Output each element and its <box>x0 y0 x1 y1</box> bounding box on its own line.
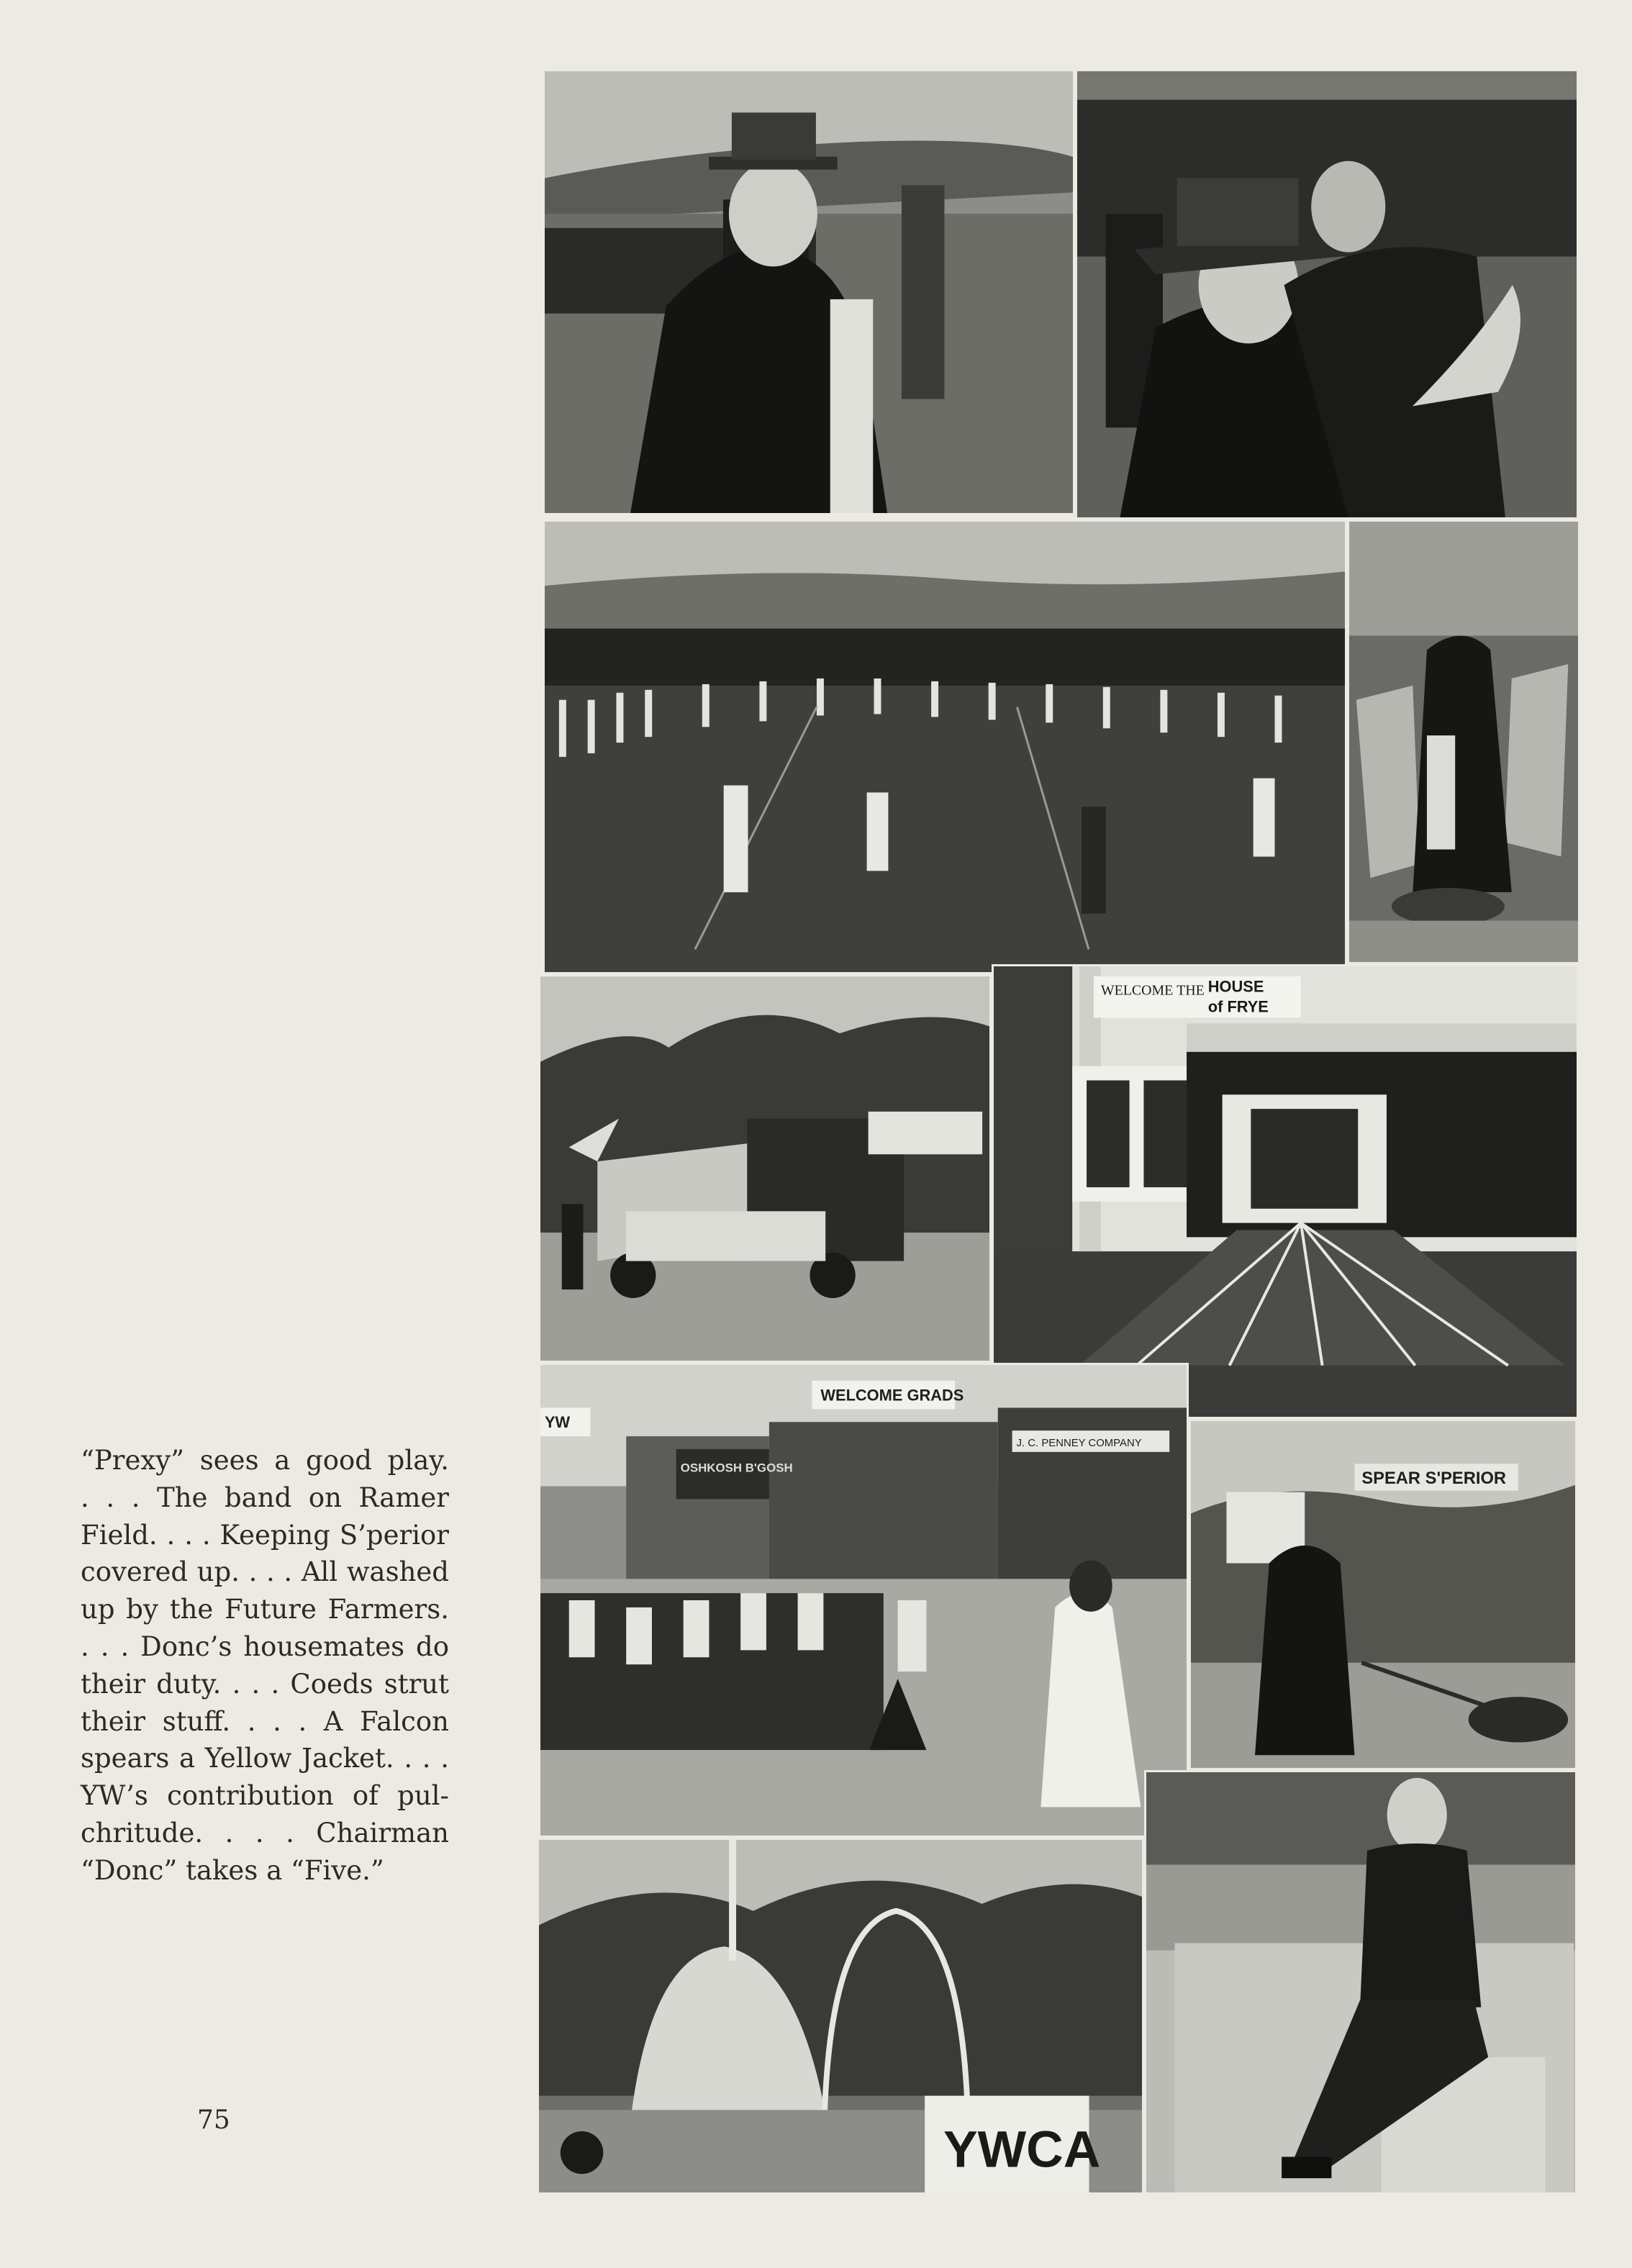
sign-yw: YW <box>544 1413 571 1432</box>
photo-band-ramer-field <box>543 520 1347 974</box>
caption-line: covered up. . . . All washed <box>81 1556 449 1588</box>
caption-line: . . . The band on Ramer <box>81 1482 449 1513</box>
photo-sperior-covered <box>1347 520 1580 964</box>
sign-welcome: WELCOME <box>1100 982 1174 999</box>
caption-line: “Prexy” sees a good play. <box>81 1445 449 1476</box>
caption-line: “Donc” takes a “Five.” <box>81 1854 384 1886</box>
sign-house: HOUSE <box>1207 977 1264 996</box>
photo-chairman-donc <box>1144 1770 1577 2195</box>
caption-line: their stuff. . . . A Falcon <box>81 1705 449 1737</box>
photo-future-farmers-float <box>538 974 992 1363</box>
caption-line: Field. . . . Keeping S’perior <box>81 1519 449 1551</box>
caption-line: their duty. . . . Coeds strut <box>81 1668 449 1700</box>
photo-coeds-strut <box>538 1363 1189 1838</box>
sign-spear-sperior: SPEAR S'PERIOR <box>1361 1469 1507 1488</box>
page-number: 75 <box>197 2105 230 2135</box>
caption-line: spears a Yellow Jacket. . . . <box>81 1743 449 1774</box>
caption-text <box>81 1442 449 1890</box>
photo-prexy-watching <box>543 69 1075 515</box>
sign-jc-penney: J. C. PENNEY COMPANY <box>1016 1437 1142 1449</box>
sign-oshkosh: OSHKOSH B'GOSH <box>680 1461 793 1475</box>
sign-ywca: YWCA <box>943 2120 1101 2179</box>
sign-the: THE <box>1177 982 1205 999</box>
sign-welcome-the <box>1101 983 1205 999</box>
photo-house-of-frye <box>992 964 1579 1419</box>
sign-of-frye: of FRYE <box>1207 997 1269 1016</box>
caption-line: YW’s contribution of pul- <box>81 1780 449 1812</box>
caption-line: . . . Donc’s housemates do <box>81 1630 449 1662</box>
caption-line: chritude. . . . Chairman <box>81 1817 449 1849</box>
photo-prexy-cheering <box>1075 69 1579 520</box>
photo-yw-float <box>537 1838 1144 2195</box>
sign-welcome-grads: WELCOME GRADS <box>820 1386 964 1405</box>
caption-line: up by the Future Farmers. <box>81 1594 449 1625</box>
photo-falcon-spears <box>1189 1419 1577 1770</box>
